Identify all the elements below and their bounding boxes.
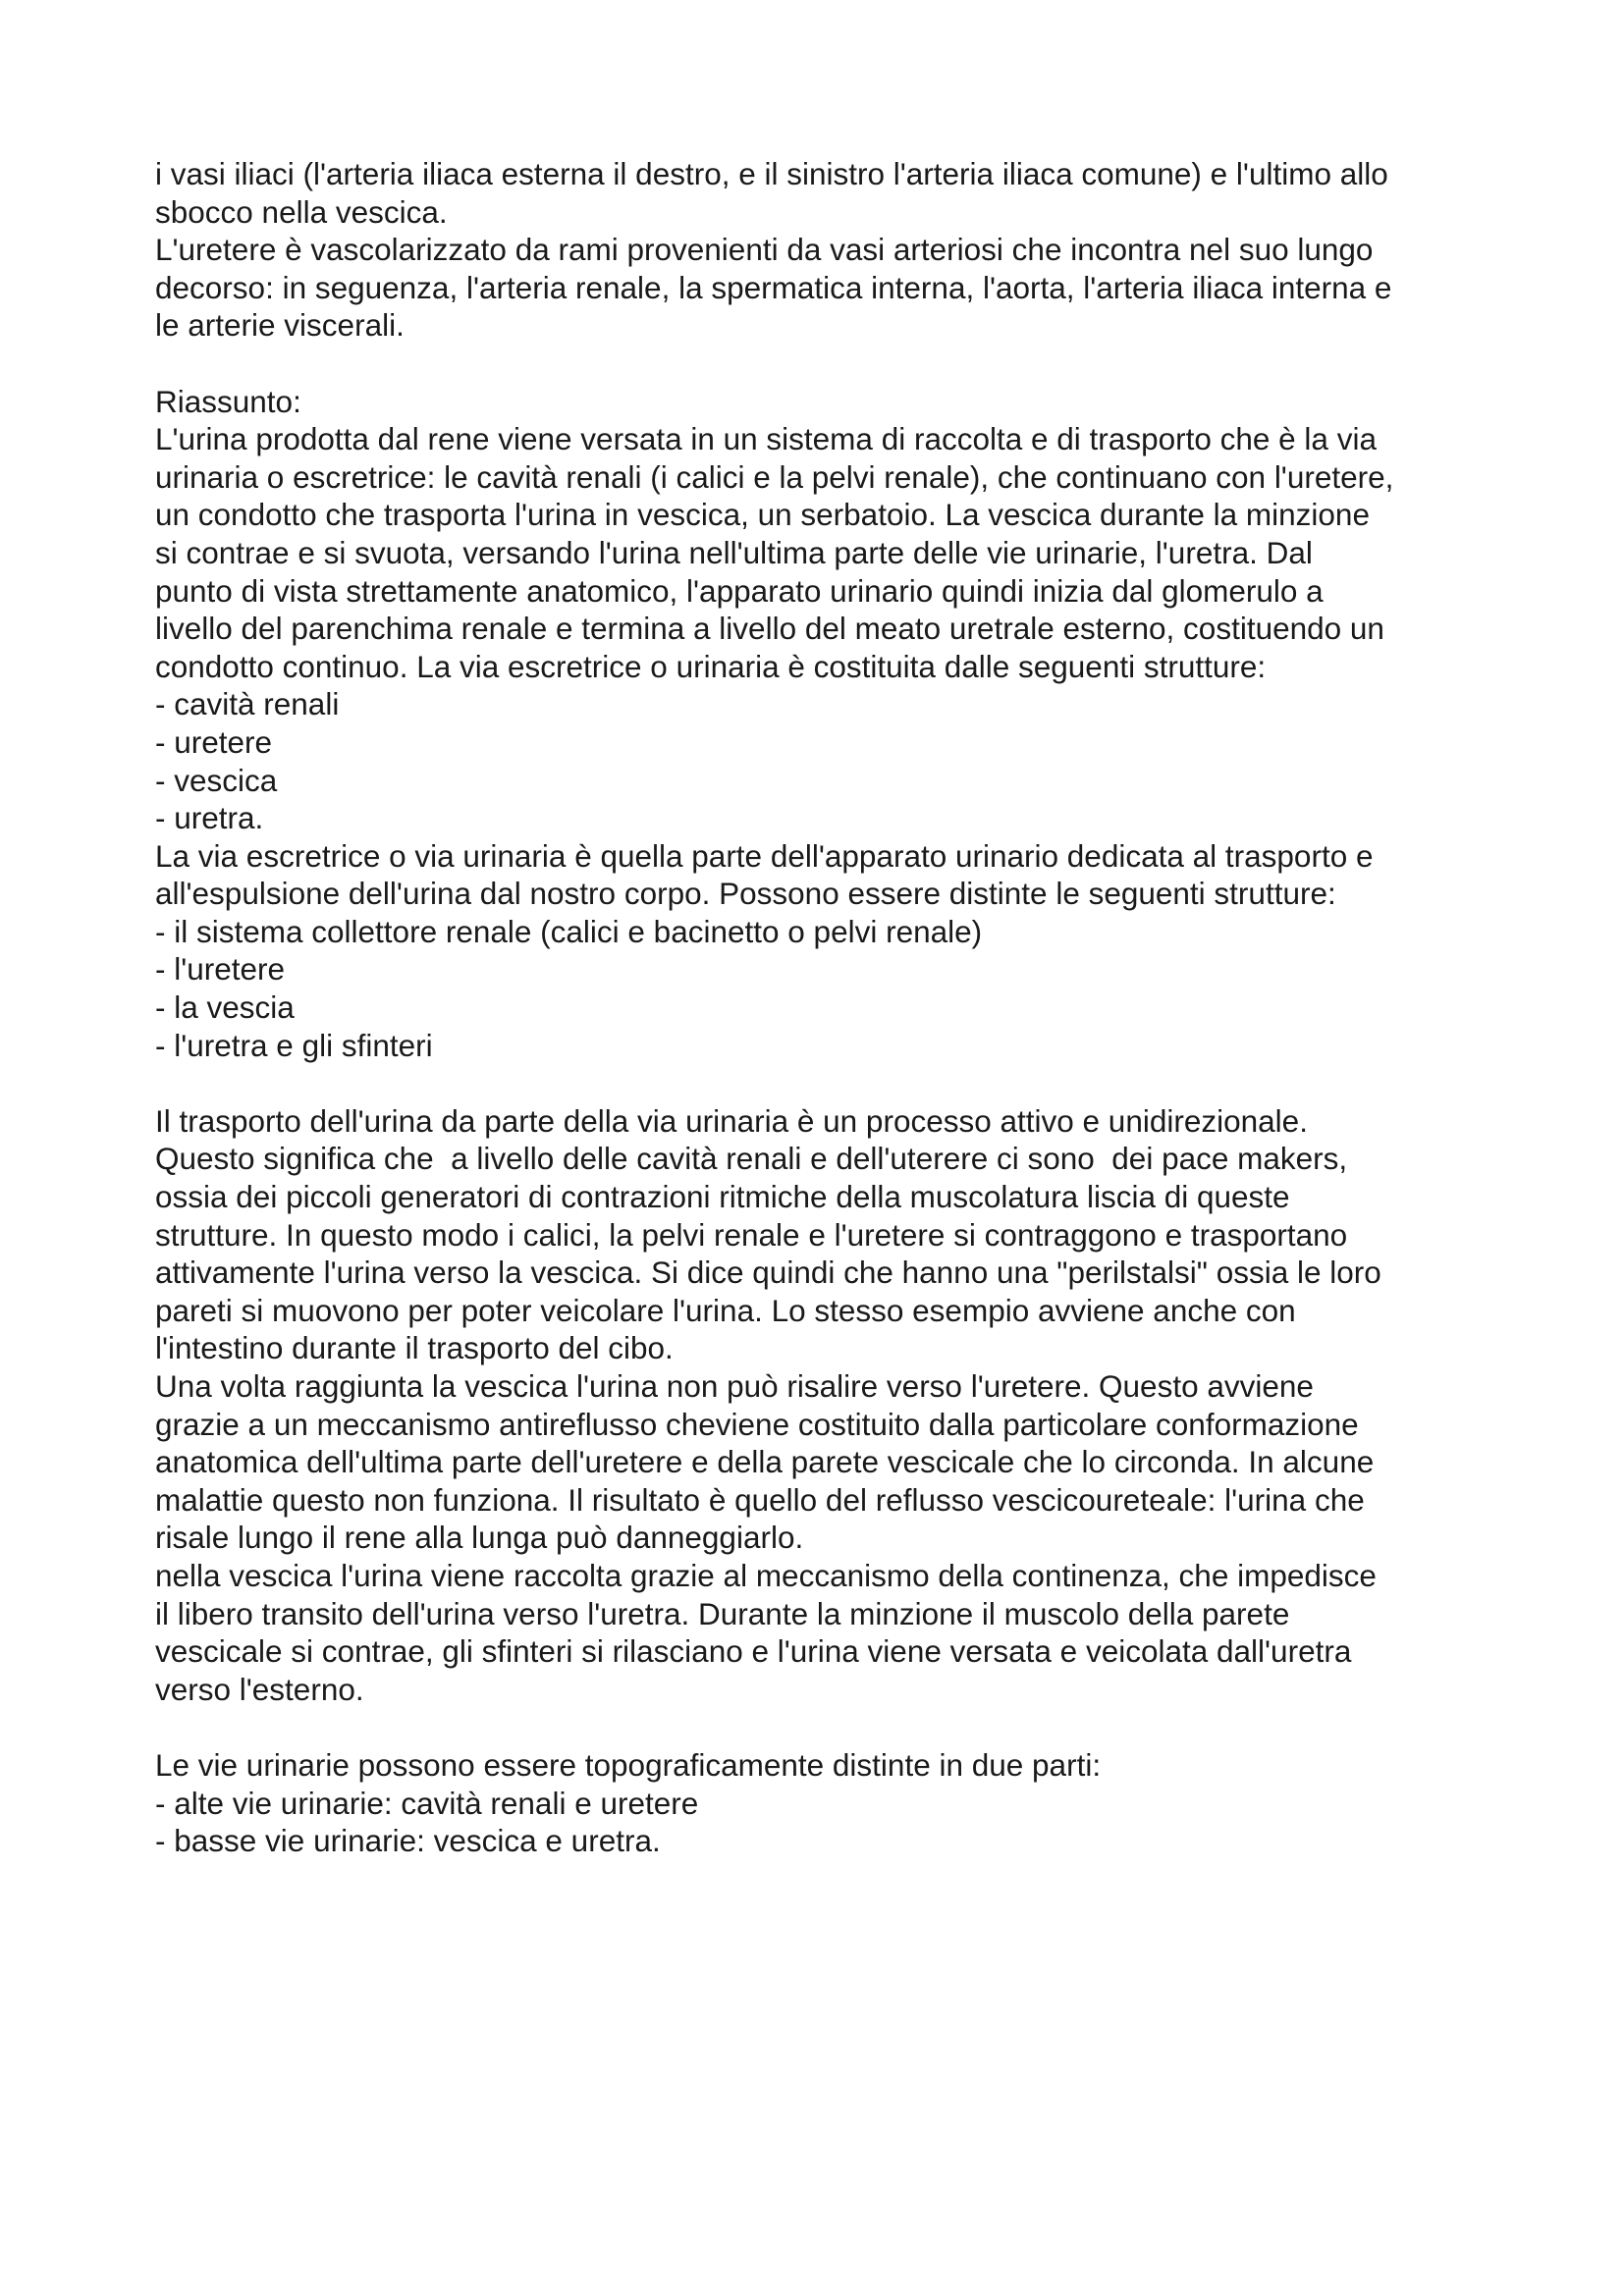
blank-line [155,1708,1481,1746]
document-body [155,155,1481,1860]
text-line: ossia dei piccoli generatori di contrazioni ritmiche della muscolatura liscia di queste [155,1179,1290,1215]
text-line: malattie questo non funziona. Il risultato è quello del reflusso vescicoureteale: l'urina che [155,1481,1365,1518]
text-line: Le vie urinarie possono essere topograficamente distinte in due parti: [155,1746,1102,1783]
blank-line [155,345,1481,383]
text-line: - la vescia [155,989,295,1026]
blank-line [155,1064,1481,1102]
text-line: - l'uretere [155,951,286,988]
text-line: - vescica [155,762,278,798]
text-line: Riassunto: [155,383,301,419]
text-line: risale lungo il rene alla lunga può danneggiarlo. [155,1520,804,1556]
text-line: livello del parenchima renale e termina a livello del meato uretrale esterno, costituendo un [155,611,1384,647]
text-line: l'intestino durante il trasporto del cibo. [155,1330,674,1366]
text-line: sbocco nella vescica. [155,193,448,230]
text-line: grazie a un meccanismo antireflusso cheviene costituito dalla particolare conformazione [155,1406,1359,1442]
text-line: urinaria o escretrice: le cavità renali (i calici e la pelvi renale), che continuano con l'uretere, [155,458,1394,495]
text-line: nella vescica l'urina viene raccolta grazie al meccanismo della continenza, che impedisce [155,1557,1377,1593]
text-line: attivamente l'urina verso la vescica. Si dice quindi che hanno una "perilstalsi" ossia le loro [155,1255,1381,1291]
text-line: condotto continuo. La via escretrice o urinaria è costituita dalle seguenti strutture: [155,648,1267,684]
text-line: punto di vista strettamente anatomico, l'apparato urinario quindi inizia dal glomerulo a [155,572,1324,609]
text-line: - l'uretra e gli sfinteri [155,1027,433,1063]
text-line: pareti si muovono per poter veicolare l'urina. Lo stesso esempio avviene anche con [155,1292,1296,1328]
text-line: vescicale si contrae, gli sfinteri si rilasciano e l'urina viene versata e veicolata dall'uretra [155,1633,1352,1670]
text-line: il libero transito dell'urina verso l'uretra. Durante la minzione il muscolo della parete [155,1595,1290,1631]
text-line: La via escretrice o via urinaria è quella parte dell'apparato urinario dedicata al trasporto e [155,837,1374,874]
text-line: - cavità renali [155,686,340,722]
text-line: L'urina prodotta dal rene viene versata in un sistema di raccolta e di trasporto che è la via [155,421,1377,457]
text-line: - uretra. [155,800,264,836]
text-line: all'espulsione dell'urina dal nostro corpo. Possono essere distinte le seguenti strutture: [155,876,1336,912]
text-line: Il trasporto dell'urina da parte della via urinaria è un processo attivo e unidirezionale. [155,1102,1308,1139]
text-line: L'uretere è vascolarizzato da rami provenienti da vasi arteriosi che incontra nel suo lungo [155,232,1374,268]
text-line: strutture. In questo modo i calici, la pelvi renale e l'uretere si contraggono e trasportano [155,1216,1348,1253]
text-line: i vasi iliaci (l'arteria iliaca esterna il destro, e il sinistro l'arteria iliaca comune) e l'ultimo allo [155,156,1388,191]
text-line: anatomica dell'ultima parte dell'uretere e della parete vescicale che lo circonda. In alcune [155,1444,1375,1480]
text-line: - alte vie urinarie: cavità renali e uretere [155,1785,699,1821]
text-line: Una volta raggiunta la vescica l'urina non può risalire verso l'uretere. Questo avviene [155,1368,1314,1404]
text-line: un condotto che trasporta l'urina in vescica, un serbatoio. La vescica durante la minzione [155,497,1370,533]
text-line: - uretere [155,723,273,760]
text-line: Questo significa che a livello delle cavità renali e dell'uterere ci sono dei pace makers, [155,1141,1348,1177]
text-line: si contrae e si svuota, versando l'urina nell'ultima parte delle vie urinarie, l'uretra. Dal [155,534,1313,570]
text-line: verso l'esterno. [155,1671,364,1707]
text-line: - il sistema collettore renale (calici e bacinetto o pelvi renale) [155,913,983,949]
text-line: - basse vie urinarie: vescica e uretra. [155,1823,661,1859]
text-line: le arterie viscerali. [155,307,405,344]
text-line: decorso: in seguenza, l'arteria renale, la spermatica interna, l'aorta, l'arteria iliaca interna e [155,269,1392,305]
